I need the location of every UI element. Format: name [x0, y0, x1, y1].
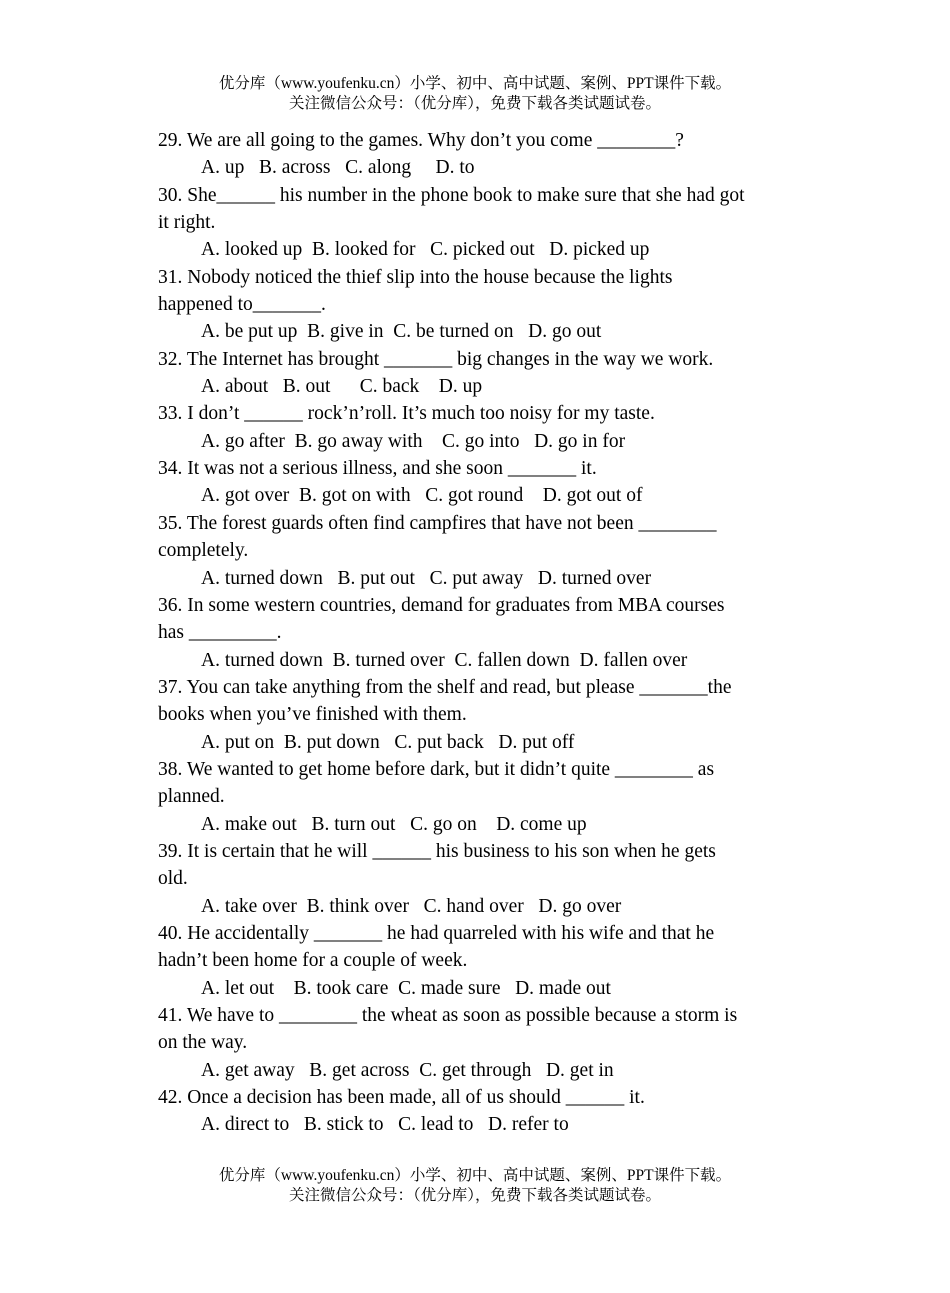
question-options: A. looked up B. looked for C. picked out D. picked up [201, 239, 650, 261]
question-stem: 31. Nobody noticed the thief slip into the house because the lights [158, 266, 673, 288]
question-stem-continued: planned. [158, 786, 225, 808]
question-options: A. get away B. get across C. get through D. get in [201, 1059, 614, 1081]
question-stem-continued: old. [158, 868, 188, 890]
question-options: A. direct to B. stick to C. lead to D. refer to [201, 1114, 569, 1136]
question-options: A. turned down B. put out C. put away D. turned over [201, 567, 652, 589]
question-stem-continued: completely. [158, 540, 249, 562]
question-stem: 32. The Internet has brought _______ big changes in the way we work. [158, 348, 714, 370]
question-40 [158, 920, 798, 1002]
question-stem: 42. Once a decision has been made, all of us should ______ it. [158, 1087, 645, 1109]
question-options: A. be put up B. give in C. be turned on D. go out [201, 321, 602, 343]
question-options: A. put on B. put down C. put back D. put off [201, 731, 575, 753]
footer-line-1: 优分库（www.youfenku.cn）小学、初中、高中试题、案例、PPT课件下载。 [218, 1167, 732, 1184]
question-stem: 30. She______ his number in the phone book to make sure that she had got [158, 184, 745, 206]
question-options: A. take over B. think over C. hand over D. go over [201, 895, 622, 917]
question-stem: 37. You can take anything from the shelf and read, but please _______the [158, 676, 732, 698]
question-stem: 36. In some western countries, demand for graduates from MBA courses [158, 594, 725, 616]
question-options: A. up B. across C. along D. to [201, 157, 475, 179]
question-38 [158, 756, 798, 838]
question-stem: 33. I don’t ______ rock’n’roll. It’s much too noisy for my taste. [158, 403, 655, 425]
question-stem: 41. We have to ________ the wheat as soon as possible because a storm is [158, 1005, 738, 1026]
question-stem-continued: books when you’ve finished with them. [158, 704, 467, 726]
question-stem-continued: has _________. [158, 622, 282, 644]
question-42 [158, 1084, 798, 1139]
header-line-1: 优分库（www.youfenku.cn）小学、初中、高中试题、案例、PPT课件下载。 [218, 75, 732, 92]
question-31 [158, 264, 798, 346]
question-stem: 40. He accidentally _______ he had quarreled with his wife and that he [158, 922, 715, 944]
question-stem: 34. It was not a serious illness, and she soon _______ it. [158, 458, 597, 480]
question-options: A. got over B. got on with C. got round D. got out of [201, 485, 643, 507]
question-stem: 38. We wanted to get home before dark, but it didn’t quite ________ as [158, 758, 715, 780]
question-32 [158, 346, 798, 401]
question-options: A. let out B. took care C. made sure D. made out [201, 977, 611, 999]
footer-line-2: 关注微信公众号：（优分库），免费下载各类试题试卷。 [288, 1187, 661, 1204]
page-header [0, 74, 950, 114]
question-stem: 29. We are all going to the games. Why don’t you come ________? [158, 130, 684, 151]
question-stem: 35. The forest guards often find campfires that have not been ________ [158, 512, 717, 534]
question-36 [158, 592, 798, 674]
question-options: A. turned down B. turned over C. fallen down D. fallen over [201, 649, 688, 671]
question-stem: 39. It is certain that he will ______ his business to his son when he gets [158, 840, 716, 862]
question-39 [158, 838, 798, 920]
question-30 [158, 182, 798, 264]
question-list [158, 127, 798, 1139]
question-stem-continued: hadn’t been home for a couple of week. [158, 950, 468, 972]
question-33 [158, 400, 798, 455]
question-options: A. make out B. turn out C. go on D. come up [201, 813, 587, 835]
page-footer [0, 1166, 950, 1206]
question-options: A. about B. out C. back D. up [201, 376, 483, 398]
question-stem-continued: happened to_______. [158, 294, 326, 316]
question-41 [158, 1002, 798, 1084]
question-options: A. go after B. go away with C. go into D. go in for [201, 430, 626, 452]
header-line-2: 关注微信公众号：（优分库），免费下载各类试题试卷。 [288, 95, 661, 112]
question-stem-continued: on the way. [158, 1032, 248, 1054]
question-29 [158, 127, 798, 182]
question-stem-continued: it right. [158, 212, 216, 234]
question-37 [158, 674, 798, 756]
question-34 [158, 455, 798, 510]
question-35 [158, 510, 798, 592]
